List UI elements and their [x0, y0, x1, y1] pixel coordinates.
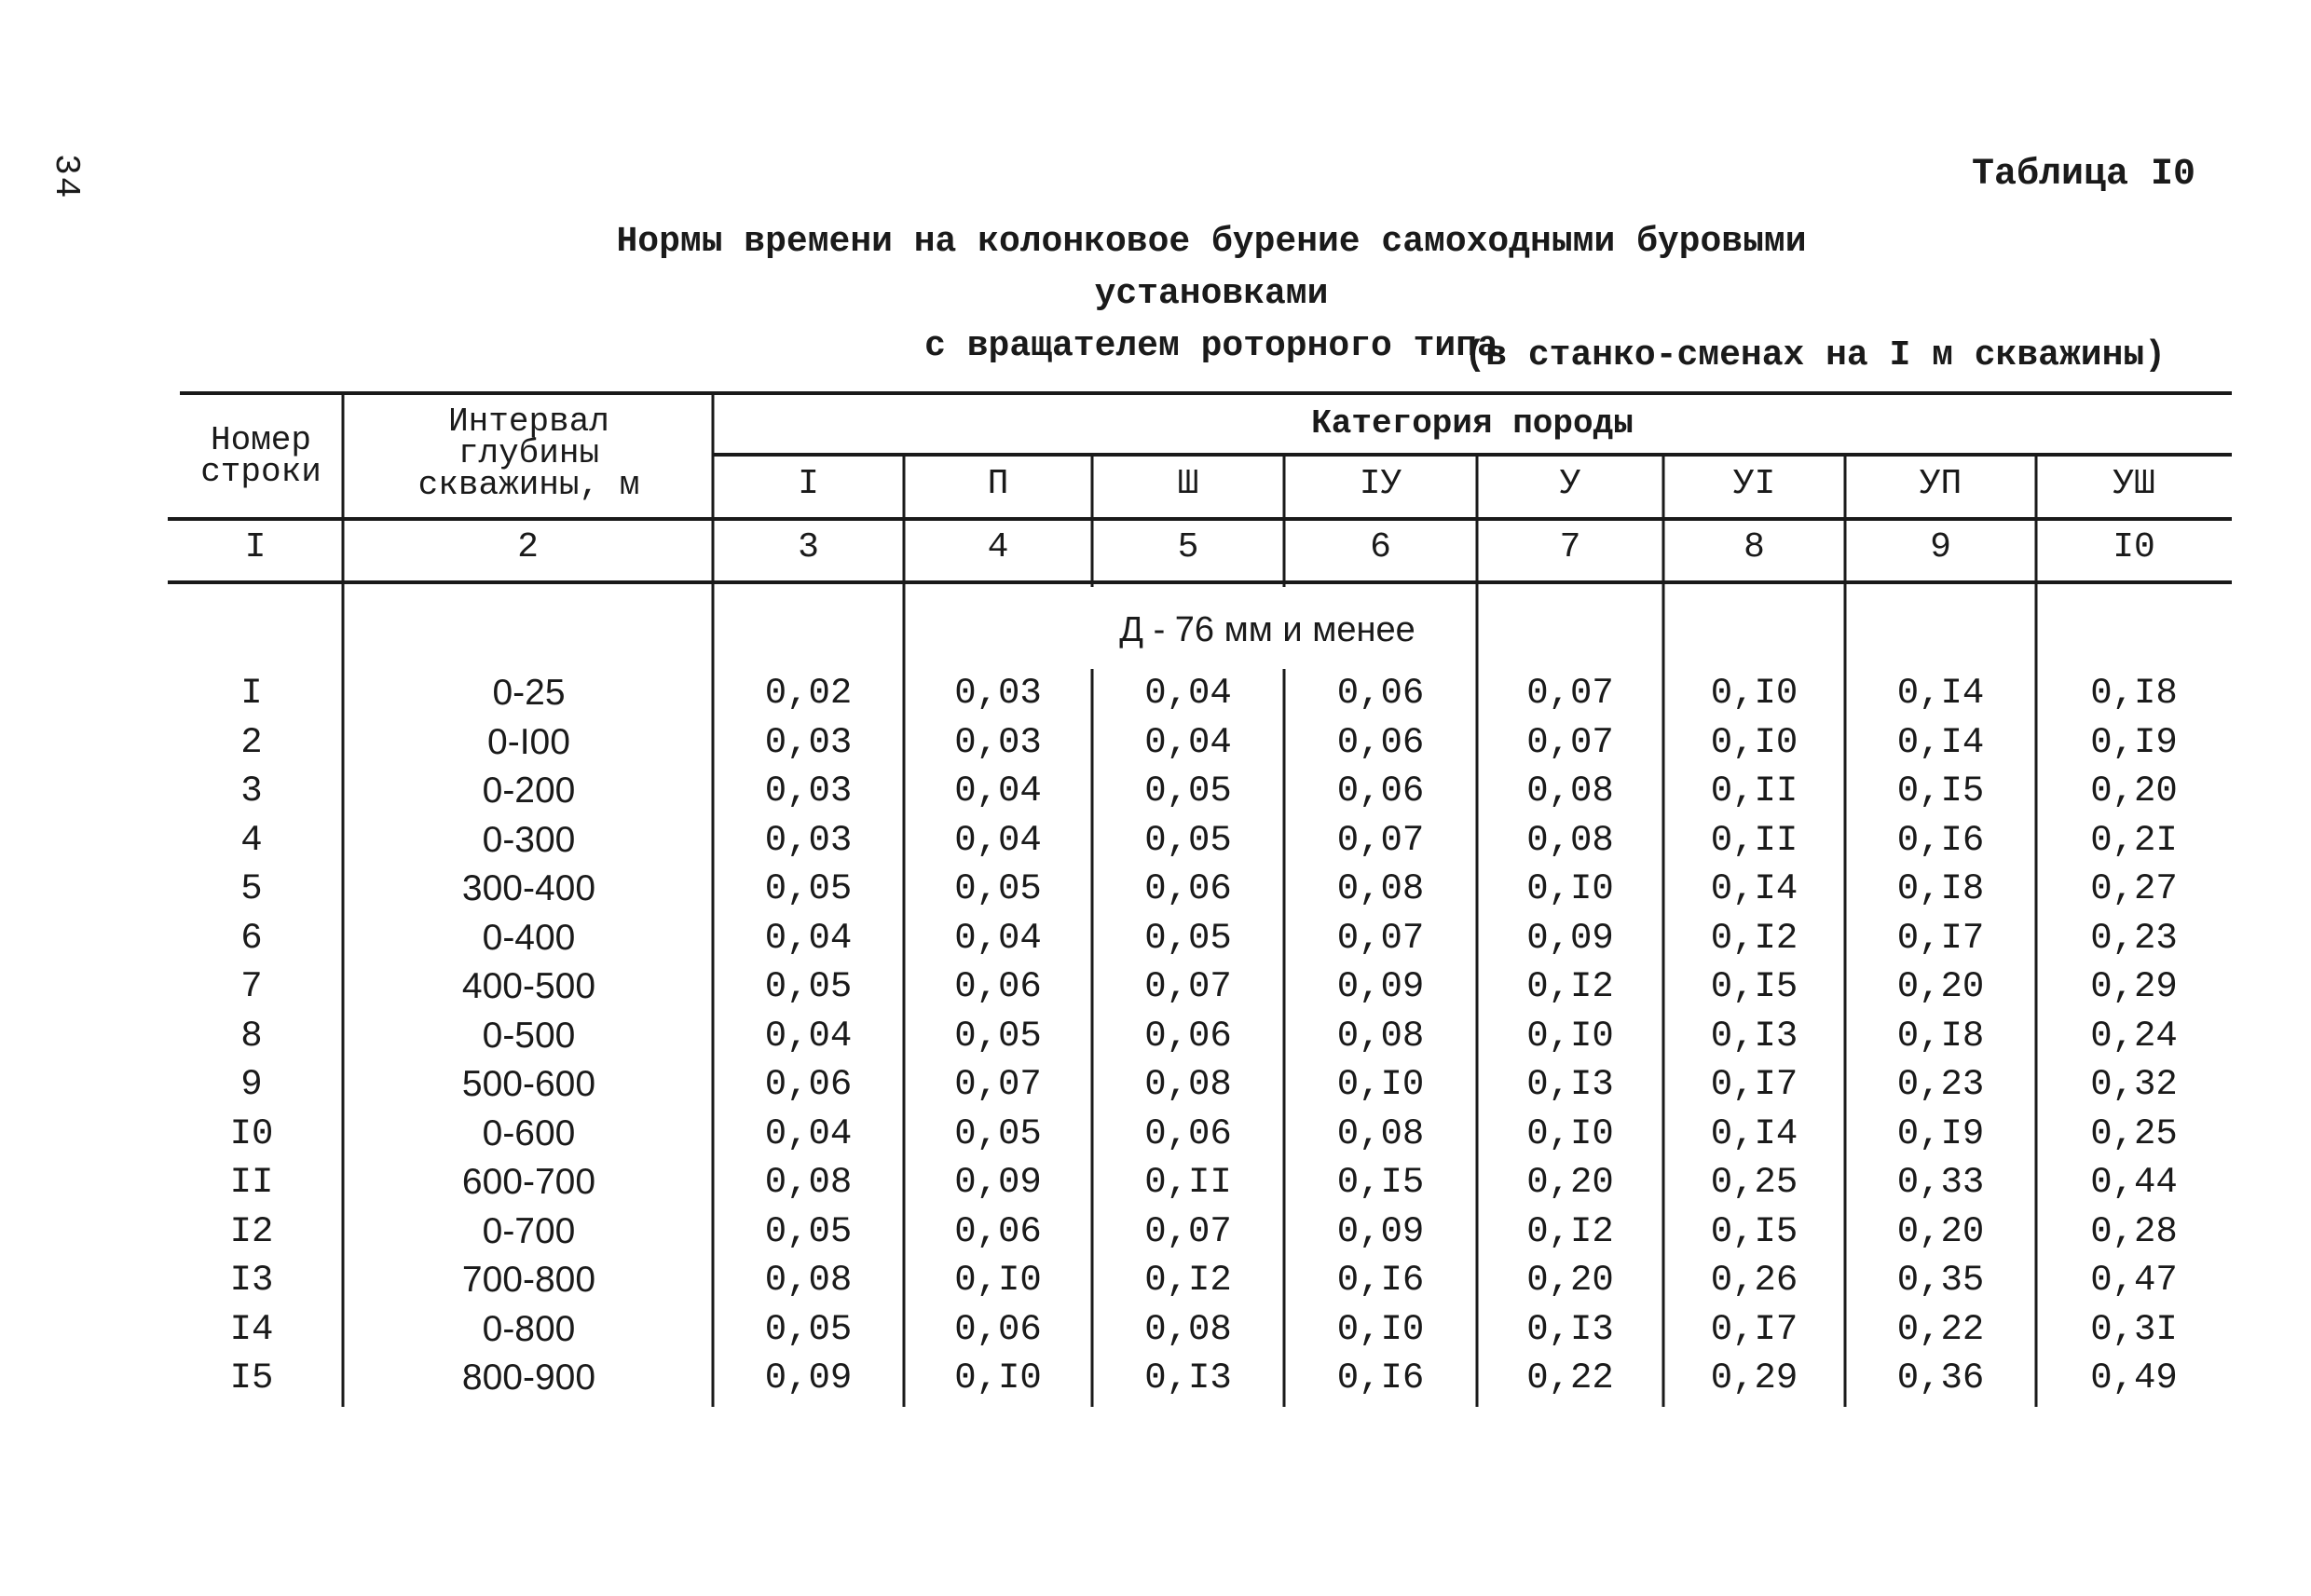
header-row-number-line-1: Номер	[210, 421, 312, 459]
norm-value: 0,03	[764, 771, 853, 812]
column-number-9: 9	[1930, 527, 1951, 567]
norm-value: 0,05	[1144, 819, 1232, 861]
norm-value: 0,06	[1144, 1112, 1232, 1154]
norm-value: 0,05	[954, 868, 1042, 909]
norm-value: 0,49	[2090, 1357, 2178, 1398]
norm-value: 0,I8	[2090, 673, 2178, 714]
column-number-4: 4	[987, 527, 1009, 567]
norm-value: 0,03	[764, 721, 853, 763]
depth-interval: 0-300	[482, 819, 576, 860]
depth-interval: 300-400	[461, 868, 596, 908]
norm-value: 0,I9	[1896, 1112, 1985, 1154]
row-number: I5	[229, 1357, 274, 1398]
table-row	[0, 962, 2311, 1012]
norm-value: 0,I0	[1710, 721, 1798, 763]
norm-value: 0,25	[1710, 1162, 1798, 1203]
norm-value: 0,08	[1526, 819, 1614, 861]
title-line-2: с вращателем роторного типа	[924, 326, 1498, 366]
row-number: II	[229, 1162, 274, 1203]
table-row	[0, 1110, 2311, 1159]
norm-value: 0,05	[954, 1015, 1042, 1057]
norm-value: 0,II	[1710, 771, 1798, 812]
table-row	[0, 669, 2311, 718]
norm-value: 0,20	[1526, 1162, 1614, 1203]
norm-value: 0,04	[1144, 721, 1232, 763]
norm-value: 0,06	[954, 966, 1042, 1007]
norm-value: 0,3I	[2090, 1308, 2178, 1350]
norm-value: 0,09	[954, 1162, 1042, 1203]
norm-value: 0,08	[764, 1260, 853, 1301]
norm-value: 0,I0	[1336, 1064, 1425, 1105]
norm-value: 0,08	[1336, 1112, 1425, 1154]
norm-value: 0,28	[2090, 1210, 2178, 1252]
depth-interval: 600-700	[461, 1162, 596, 1202]
depth-interval: 0-25	[492, 673, 566, 713]
depth-interval: 0-200	[482, 771, 576, 811]
norm-value: 0,05	[764, 868, 853, 909]
norm-value: 0,22	[1896, 1308, 1985, 1350]
norm-value: 0,03	[954, 673, 1042, 714]
norm-value: 0,07	[1336, 917, 1425, 959]
norm-value: 0,II	[1144, 1162, 1232, 1203]
norm-value: 0,06	[1144, 868, 1232, 909]
category-header-5: У	[1559, 464, 1581, 504]
table-row	[0, 767, 2311, 816]
norm-value: 0,II	[1710, 819, 1798, 861]
norm-value: 0,I3	[1526, 1308, 1614, 1350]
norm-value: 0,06	[954, 1308, 1042, 1350]
row-number: I3	[229, 1260, 274, 1301]
norm-value: 0,I4	[1896, 673, 1985, 714]
category-header-2: П	[987, 464, 1009, 504]
norm-value: 0,06	[1336, 673, 1425, 714]
norm-value: 0,07	[1526, 673, 1614, 714]
norm-value: 0,20	[2090, 771, 2178, 812]
norm-value: 0,05	[1144, 771, 1232, 812]
norm-value: 0,36	[1896, 1357, 1985, 1398]
column-number-1: I	[244, 527, 267, 567]
norm-value: 0,05	[764, 966, 853, 1007]
norm-value: 0,20	[1526, 1260, 1614, 1301]
norm-value: 0,I0	[954, 1260, 1042, 1301]
norm-value: 0,09	[764, 1357, 853, 1398]
norm-value: 0,05	[764, 1308, 853, 1350]
table-row	[0, 865, 2311, 914]
norm-value: 0,04	[954, 917, 1042, 959]
norm-value: 0,22	[1526, 1357, 1614, 1398]
column-number-3: 3	[798, 527, 819, 567]
norm-value: 0,04	[954, 819, 1042, 861]
norm-value: 0,08	[1526, 771, 1614, 812]
row-number: 2	[240, 721, 263, 763]
norm-value: 0,04	[764, 1015, 853, 1057]
table-row	[0, 1012, 2311, 1061]
norm-value: 0,05	[1144, 917, 1232, 959]
table-body	[0, 669, 2311, 1403]
norm-value: 0,I2	[1526, 966, 1614, 1007]
depth-interval: 0-500	[482, 1015, 576, 1056]
norm-value: 0,06	[1336, 721, 1425, 763]
header-interval	[345, 402, 713, 504]
norm-value: 0,08	[1144, 1308, 1232, 1350]
category-header-1: I	[798, 464, 819, 504]
table-row	[0, 718, 2311, 768]
norm-value: 0,04	[954, 771, 1042, 812]
header-row-number	[177, 421, 345, 491]
norm-value: 0,06	[954, 1210, 1042, 1252]
norm-value: 0,09	[1336, 966, 1425, 1007]
table-label: Таблица I0	[1971, 154, 2195, 196]
table-row	[0, 1354, 2311, 1403]
category-header-7: УП	[1919, 464, 1962, 504]
table-row	[0, 816, 2311, 866]
norm-value: 0,09	[1526, 917, 1614, 959]
norm-value: 0,08	[1144, 1064, 1232, 1105]
norm-value: 0,I5	[1710, 966, 1798, 1007]
table-row	[0, 1158, 2311, 1207]
norm-value: 0,02	[764, 673, 853, 714]
norm-value: 0,I9	[2090, 721, 2178, 763]
norm-value: 0,26	[1710, 1260, 1798, 1301]
depth-interval: 400-500	[461, 966, 596, 1006]
row-number: 9	[240, 1064, 263, 1105]
norm-value: 0,03	[764, 819, 853, 861]
norm-value: 0,08	[1336, 1015, 1425, 1057]
row-number: I2	[229, 1210, 274, 1252]
norm-value: 0,24	[2090, 1015, 2178, 1057]
depth-interval: 0-I00	[487, 721, 570, 762]
norm-value: 0,23	[1896, 1064, 1985, 1105]
norm-value: 0,05	[764, 1210, 853, 1252]
category-header-6: УI	[1732, 464, 1776, 504]
norm-value: 0,07	[954, 1064, 1042, 1105]
depth-interval: 0-800	[482, 1308, 576, 1349]
norm-value: 0,I7	[1710, 1308, 1798, 1350]
category-header-8: УШ	[2113, 464, 2155, 504]
depth-interval: 700-800	[461, 1260, 596, 1300]
norm-value: 0,03	[954, 721, 1042, 763]
column-number-7: 7	[1559, 527, 1581, 567]
norm-value: 0,I5	[1336, 1162, 1425, 1203]
norm-value: 0,44	[2090, 1162, 2178, 1203]
header-interval-line-1: Интервал	[448, 402, 609, 441]
norm-value: 0,25	[2090, 1112, 2178, 1154]
norm-value: 0,I6	[1896, 819, 1985, 861]
norm-value: 0,I7	[1896, 917, 1985, 959]
row-number: I	[240, 673, 263, 714]
norm-value: 0,I0	[1526, 1112, 1614, 1154]
norm-value: 0,20	[1896, 966, 1985, 1007]
depth-interval: 0-700	[482, 1210, 576, 1251]
norm-value: 0,I3	[1144, 1357, 1232, 1398]
depth-interval: 0-400	[482, 917, 576, 958]
norm-value: 0,07	[1144, 1210, 1232, 1252]
norm-value: 0,07	[1526, 721, 1614, 763]
title-line-1: Нормы времени на колонковое бурение самоходными буровыми установками	[616, 222, 1807, 314]
norm-value: 0,I0	[1526, 868, 1614, 909]
row-number: 3	[240, 771, 263, 812]
norm-value: 0,32	[2090, 1064, 2178, 1105]
row-number: I4	[229, 1308, 274, 1350]
norm-value: 0,I6	[1336, 1357, 1425, 1398]
norm-value: 0,06	[1336, 771, 1425, 812]
norm-value: 0,I8	[1896, 868, 1985, 909]
category-header-4: IУ	[1359, 464, 1402, 504]
table-row	[0, 1060, 2311, 1110]
norm-value: 0,I4	[1710, 868, 1798, 909]
row-number: 5	[240, 868, 263, 909]
row-number: I0	[229, 1112, 274, 1154]
norm-value: 0,04	[1144, 673, 1232, 714]
norm-value: 0,35	[1896, 1260, 1985, 1301]
norm-value: 0,05	[954, 1112, 1042, 1154]
header-interval-line-3: скважины, м	[417, 466, 640, 504]
norm-value: 0,23	[2090, 917, 2178, 959]
norm-value: 0,I4	[1896, 721, 1985, 763]
section-title: Д - 76 мм и менее	[1119, 610, 1415, 649]
row-number: 4	[240, 819, 263, 861]
row-number: 8	[240, 1015, 263, 1057]
norm-value: 0,09	[1336, 1210, 1425, 1252]
norm-value: 0,07	[1144, 966, 1232, 1007]
row-number: 6	[240, 917, 263, 959]
norm-value: 0,I6	[1336, 1260, 1425, 1301]
norm-value: 0,08	[764, 1162, 853, 1203]
norm-value: 0,27	[2090, 868, 2178, 909]
norm-value: 0,I3	[1710, 1015, 1798, 1057]
norm-value: 0,04	[764, 1112, 853, 1154]
norm-value: 0,I2	[1144, 1260, 1232, 1301]
row-number: 7	[240, 966, 263, 1007]
page-number: 34	[46, 154, 86, 200]
header-interval-line-2: глубины	[458, 434, 600, 472]
column-number-6: 6	[1370, 527, 1391, 567]
norm-value: 0,29	[2090, 966, 2178, 1007]
norm-value: 0,I2	[1710, 917, 1798, 959]
norm-value: 0,04	[764, 917, 853, 959]
column-number-8: 8	[1744, 527, 1765, 567]
norm-value: 0,47	[2090, 1260, 2178, 1301]
table-row	[0, 914, 2311, 963]
table-row	[0, 1207, 2311, 1257]
norm-value: 0,08	[1336, 868, 1425, 909]
norm-value: 0,I2	[1526, 1210, 1614, 1252]
norm-value: 0,I3	[1526, 1064, 1614, 1105]
depth-interval: 500-600	[461, 1064, 596, 1104]
norm-value: 0,I0	[1336, 1308, 1425, 1350]
norm-value: 0,33	[1896, 1162, 1985, 1203]
norm-value: 0,06	[1144, 1015, 1232, 1057]
column-number-10: I0	[2113, 527, 2155, 567]
table-row	[0, 1305, 2311, 1355]
depth-interval: 0-600	[482, 1112, 576, 1153]
table-row	[0, 1256, 2311, 1305]
norm-value: 0,20	[1896, 1210, 1985, 1252]
norm-value: 0,2I	[2090, 819, 2178, 861]
norm-value: 0,06	[764, 1064, 853, 1105]
norm-value: 0,07	[1336, 819, 1425, 861]
norm-value: 0,I5	[1710, 1210, 1798, 1252]
norm-value: 0,I7	[1710, 1064, 1798, 1105]
units-note: (в станко-сменах на I м скважины)	[1464, 335, 2166, 375]
category-header-3: Ш	[1177, 464, 1199, 504]
depth-interval: 800-900	[461, 1357, 596, 1398]
norm-value: 0,I0	[1710, 673, 1798, 714]
header-row-number-line-2: строки	[200, 453, 321, 491]
header-rock-category: Категория породы	[1311, 404, 1634, 443]
norm-value: 0,I0	[954, 1357, 1042, 1398]
column-number-2: 2	[517, 527, 539, 567]
norm-value: 0,I8	[1896, 1015, 1985, 1057]
norm-value: 0,I4	[1710, 1112, 1798, 1154]
norm-value: 0,29	[1710, 1357, 1798, 1398]
column-number-5: 5	[1177, 527, 1199, 567]
norm-value: 0,I0	[1526, 1015, 1614, 1057]
norm-value: 0,I5	[1896, 771, 1985, 812]
